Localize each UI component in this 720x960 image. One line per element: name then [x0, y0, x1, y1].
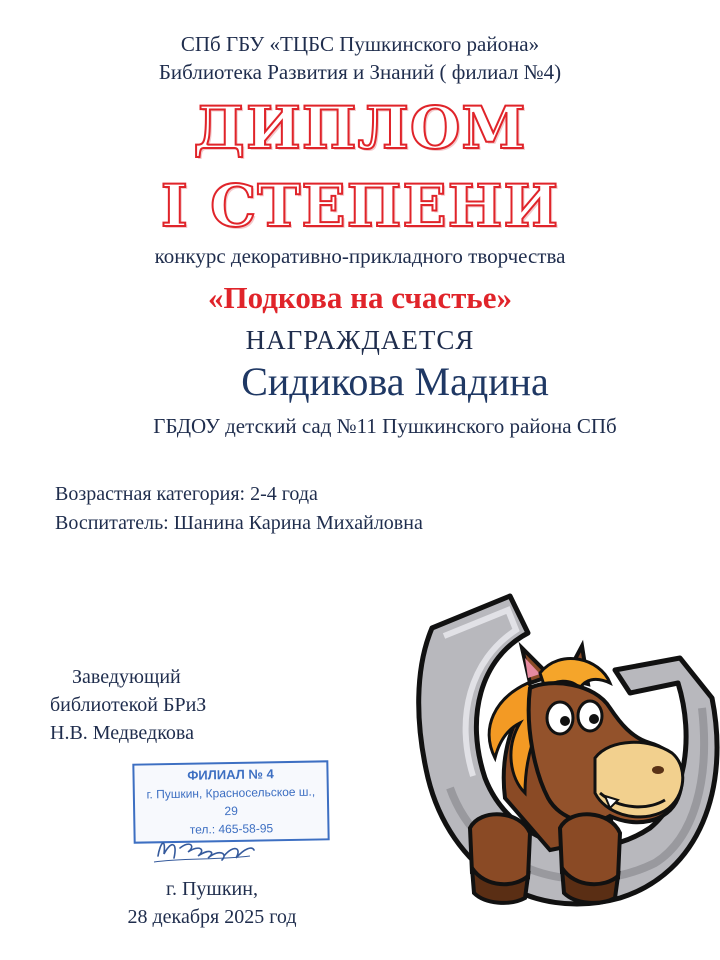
city: г. Пушкин, — [166, 878, 258, 900]
stamp-line-1: ФИЛИАЛ № 4 — [187, 766, 274, 783]
organization: ГБДОУ детский сад №11 Пушкинского района СПб — [153, 414, 617, 438]
contest-name: «Подкова на счастье» — [208, 280, 512, 315]
diploma-title: ДИПЛОМ — [193, 94, 527, 162]
signer-name: Н.В. Медведкова — [50, 722, 194, 744]
date: 28 декабря 2025 год — [127, 906, 297, 928]
stamp-line-2: г. Пушкин, Красносельское ш., 29 — [146, 784, 316, 819]
stamp-line-3: тел.: 465-58-95 — [189, 821, 274, 837]
header-line-2: Библиотека Развития и Знаний ( филиал №4) — [158, 60, 562, 84]
header-line-1: СПб ГБУ «ТЦБС Пушкинского района» — [180, 32, 540, 56]
age-category: Возрастная категория: 2-4 года — [55, 483, 318, 505]
handwritten-signature — [150, 828, 260, 868]
contest-type: конкурс декоративно-прикладного творчества — [154, 244, 566, 268]
signer-title-1: Заведующий — [72, 666, 181, 688]
horseshoe-horse-illustration — [410, 588, 720, 918]
award-label: НАГРАЖДАЕТСЯ — [245, 325, 475, 355]
teacher: Воспитатель: Шанина Карина Михайловна — [55, 512, 423, 534]
winner-name: Сидикова Мадина — [241, 359, 549, 404]
signer-title-2: библиотекой БРиЗ — [50, 694, 207, 716]
diploma-degree: I СТЕПЕНИ — [160, 172, 560, 240]
